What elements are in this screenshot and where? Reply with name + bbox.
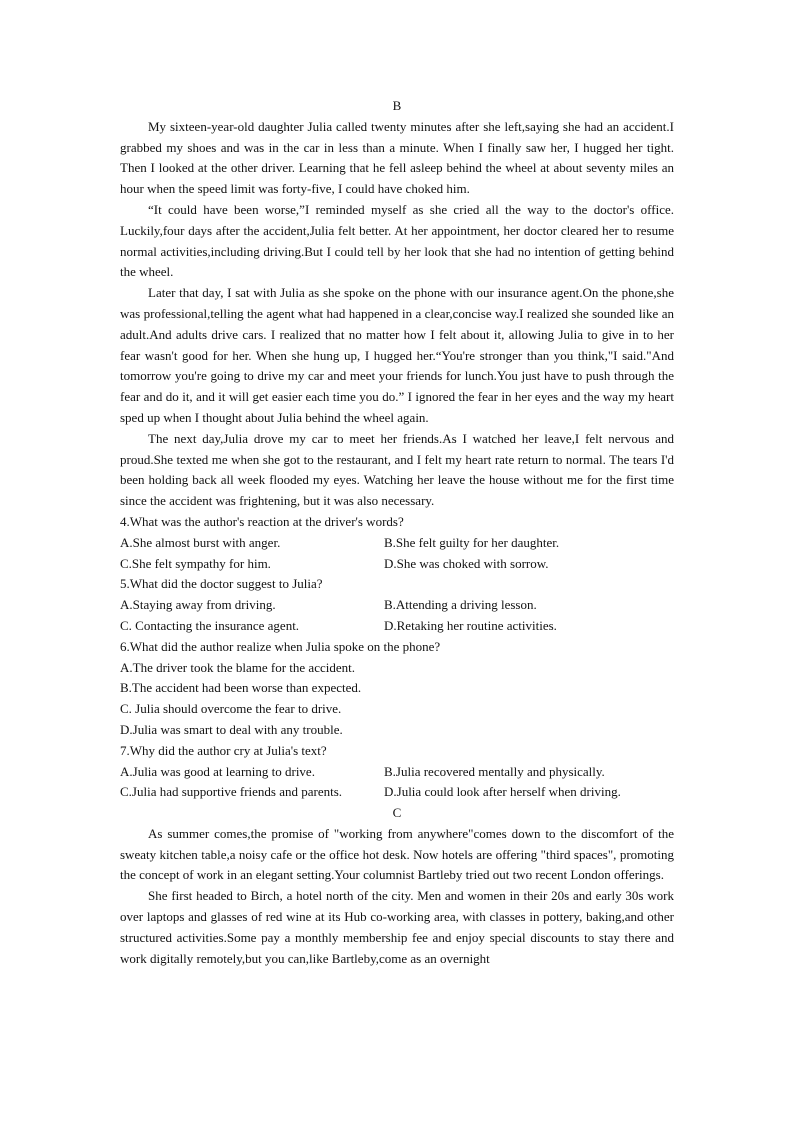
passage-b-paragraph-4: The next day,Julia drove my car to meet her friends.As I watched her leave,I felt nervous and proud.She texted me when she got to the restaurant, and I felt my heart rate return to normal. The tears I'd been holding back all week flooded my eyes. Watching her leave the house without me for the first time since the accident was frightening, but it was also necessary.: [120, 430, 674, 509]
question-5-option-b: B.Attending a driving lesson.: [384, 597, 537, 613]
question-7-options-row-2: [120, 782, 674, 803]
question-4-option-c: C.She felt sympathy for him.: [120, 555, 271, 571]
question-6-option-a: A.The driver took the blame for the accident.: [120, 659, 355, 675]
passage-c-paragraph-1: As summer comes,the promise of "working from anywhere"comes down to the discomfort of the sweaty kitchen table,a noisy cafe or the office hot desk. Now hotels are offering "third spaces", promoting the concept of work in an elegant setting.Your columnist Bartleby tried out two recent London offerings.: [120, 825, 674, 883]
question-4-option-b: B.She felt guilty for her daughter.: [384, 534, 560, 550]
question-6-stem: 6.What did the author realize when Julia spoke on the phone?: [120, 638, 441, 654]
question-7-options-row-1: [120, 762, 674, 783]
passage-b-paragraph-3: Later that day, I sat with Julia as she spoke on the phone with our insurance agent.On the phone,she was professional,telling the agent what had happened in a clear,concise way.I realized she sounded like an adult.And adults drive cars. I realized that no matter how I felt about it, allowing Julia to give in to her fear wasn't good for her. When she hung up, I hugged her.“You're stronger than you think,"I said."And tomorrow you're going to drive my car and meet your friends for lunch.You just have to push through the fear and do it, and it will get easier each time you do.” I ignored the fear in her eyes and the way my heart sped up when I thought about Julia behind the wheel again.: [120, 285, 674, 425]
question-4-stem: 4.What was the author's reaction at the driver's words?: [120, 513, 404, 529]
question-5-options-row-2: [120, 616, 674, 637]
question-5-option-d: D.Retaking her routine activities.: [384, 617, 557, 633]
question-7-option-c: C.Julia had supportive friends and parents.: [120, 784, 343, 800]
section-heading-b: B: [392, 98, 402, 113]
question-7-option-a: A.Julia was good at learning to drive.: [120, 763, 315, 779]
question-7-option-b: B.Julia recovered mentally and physically.: [384, 763, 605, 779]
question-4-options-row-2: [120, 554, 674, 575]
question-7-option-d: D.Julia could look after herself when driving.: [384, 784, 621, 800]
question-5-option-c: C. Contacting the insurance agent.: [120, 617, 300, 633]
question-6-option-c: C. Julia should overcome the fear to drive.: [120, 701, 342, 717]
passage-b-paragraph-2: “It could have been worse,”I reminded myself as she cried all the way to the doctor's office. Luckily,four days after the accident,Julia felt better. At her appointment, her doctor cleared her to resume normal activities,including driving.But I could tell by her look that she had no intention of getting behind the wheel.: [120, 201, 674, 280]
passage-c-paragraph-2: She first headed to Birch, a hotel north of the city. Men and women in their 20s and early 30s work over laptops and glasses of red wine at its Hub co-working area, with classes in pottery, baking,and other structured activities.Some pay a monthly membership fee and enjoy special discounts to stay there and work digitally remotely,but you can,like Bartleby,come as an overnight: [120, 888, 674, 966]
question-4-option-a: A.She almost burst with anger.: [120, 534, 281, 550]
question-5-option-a: A.Staying away from driving.: [120, 597, 276, 613]
passage-b-paragraph-1: My sixteen-year-old daughter Julia called twenty minutes after she left,saying she had an accident.I grabbed my shoes and was in the car in less than a minute. When I finally saw her, I hugged her tight. Then I looked at the other driver. Learning that he fell asleep behind the wheel at about seventy miles an hour when the speed limit was forty-five, I could have choked him.: [120, 118, 674, 197]
question-6-option-b: B.The accident had been worse than expected.: [120, 680, 362, 696]
section-heading-c: C: [392, 805, 402, 821]
question-7-stem: 7.Why did the author cry at Julia's text?: [120, 742, 327, 758]
text-column: [120, 96, 674, 969]
question-5-stem: 5.What did the doctor suggest to Julia?: [120, 576, 323, 592]
question-6-option-d: D.Julia was smart to deal with any trouble.: [120, 721, 343, 737]
question-4-option-d: D.She was choked with sorrow.: [384, 555, 549, 571]
question-5-options-row-1: [120, 595, 674, 616]
question-4-options-row-1: [120, 533, 674, 554]
